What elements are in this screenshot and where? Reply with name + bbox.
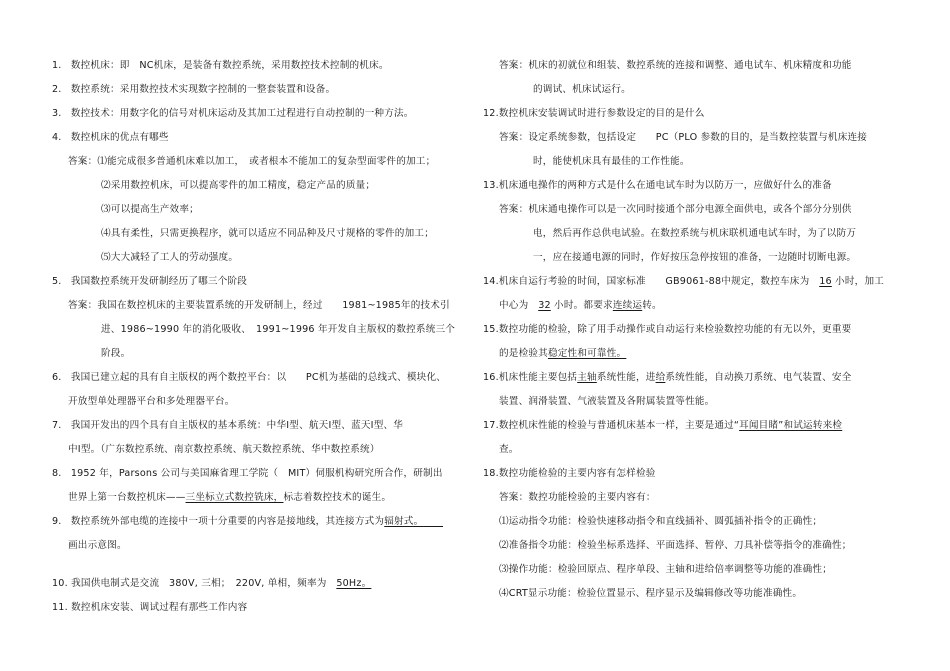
continuation-text: 转。 — [642, 300, 662, 311]
item-text: 我国供电制式是交流 380V, 三相； 220V, 单相，频率为 — [71, 578, 337, 589]
item-number: 1. — [52, 60, 62, 71]
item-text: 数控机床的优点有哪些 — [70, 132, 169, 143]
underlined-answer: 16 — [819, 276, 832, 287]
item-1 — [52, 60, 389, 72]
item-number: 15. — [483, 324, 499, 335]
underlined-answer: 给 — [655, 372, 666, 383]
item-number: 11. — [52, 602, 68, 613]
item-text: 系统性能，进 — [596, 372, 656, 383]
item-continuation: 画出示意图。 — [68, 540, 127, 551]
answer-line: ⑸大大减轻了工人的劳动强度。 — [101, 252, 239, 263]
item-continuation: 中Ⅰ型。（广东数控系统、南京数控系统、航天数控系统、华中数控系统） — [68, 444, 380, 455]
answer-line: ⑴运动指令功能：检验快速移动指令和直线插补、圆弧插补指令的正确性； — [499, 516, 823, 527]
item-number: 7. — [52, 420, 62, 431]
item-text: 数控功能的检验，除了用手动操作或自动运行来检验数控功能的有无以外，更重要 — [498, 324, 852, 335]
answer-line: 一，应在接通电源的同时，作好按压急停按钮的准备，一边随时切断电源。 — [533, 252, 857, 263]
item-3 — [52, 108, 414, 120]
item-text: 数控系统外部电缆的连接中一项十分重要的内容是接地线，其连接方式为 — [70, 516, 385, 527]
answer-label: 答案： — [499, 60, 529, 71]
answer-line: 时，能使机床具有最佳的工作性能。 — [533, 156, 690, 167]
item-15 — [483, 324, 851, 336]
item-13 — [483, 180, 832, 192]
item-number: 14. — [483, 276, 499, 287]
item-number: 12. — [483, 108, 499, 119]
answer-line — [68, 156, 435, 168]
item-continuation: 查。 — [499, 444, 519, 455]
item-text: 数控技术：用数字化的信号对机床运动及其加工过程进行自动控制的一种方法。 — [70, 108, 414, 119]
item-5 — [52, 276, 247, 288]
item-2 — [52, 84, 335, 96]
item-text: 机床自运行考验的时间，国家标准 GB9061-88中规定，数控车床为 — [498, 276, 820, 287]
answer-blank — [423, 516, 443, 527]
continuation-text: 标志着数控技术的诞生。 — [283, 492, 392, 503]
answer-line — [499, 132, 867, 144]
item-text: 小时，加工 — [831, 276, 885, 287]
underlined-answer: 稳定性和可靠性。 — [547, 348, 627, 359]
continuation-text: 的是检验其 — [499, 348, 548, 359]
item-text: 我国开发出的四个具有自主版权的基本系统：中华Ⅰ型、航天Ⅰ型、蓝天Ⅰ型、华 — [70, 420, 404, 431]
underlined-answer: 耳闻目睹”和试运转来检 — [739, 420, 843, 431]
item-number: 17. — [483, 420, 499, 431]
item-number: 2. — [52, 84, 62, 95]
item-number: 5. — [52, 276, 62, 287]
item-8 — [52, 468, 443, 480]
answer-line: 的调试、机床试运行。 — [533, 84, 631, 95]
item-4 — [52, 132, 169, 144]
item-10 — [52, 578, 371, 590]
answer-line: ⑷具有柔性，只需更换程序，就可以适应不同品种及尺寸规格的零件的加工； — [101, 228, 434, 239]
item-number: 3. — [52, 108, 62, 119]
underlined-answer: 三坐标立式数控铣床， — [185, 492, 284, 503]
item-number: 4. — [52, 132, 62, 143]
item-number: 13. — [483, 180, 499, 191]
item-number: 10. — [52, 578, 68, 589]
answer-line: 进、1986~1990 年的消化吸收、 1991~1996 年开发自主版权的数控系统三个 — [101, 324, 456, 335]
item-text: 数控机床性能的检验与普通机床基本一样，主要是通过“ — [498, 420, 740, 431]
underlined-answer: 50Hz。 — [336, 578, 372, 589]
item-number: 8. — [52, 468, 62, 479]
answer-text: ⑴能完成很多普通机床难以加工， 或者根本不能加工的复杂型面零件的加工； — [97, 156, 436, 167]
answer-label: 答案： — [499, 132, 529, 143]
answer-line: ⑵准备指令功能：检验坐标系选择、平面选择、暂停、刀具补偿等指令的准确性； — [499, 540, 852, 551]
answer-line: 阶段。 — [101, 348, 131, 359]
answer-line: ⑶操作功能：检验回原点、程序单段、主轴和进给倍率调整等功能的准确性； — [499, 564, 832, 575]
answer-line — [68, 300, 450, 312]
item-text: 系统性能，自动换刀系统、电气装置、安全 — [665, 372, 852, 383]
answer-line: ⑵采用数控机床，可以提高零件的加工精度，稳定产品的质量； — [101, 180, 376, 191]
answer-text: 我国在数控机床的主要装置系统的开发研制上，经过 1981~1985年的技术引 — [97, 300, 450, 311]
item-text: 机床性能主要包括 — [498, 372, 578, 383]
item-number: 18. — [483, 468, 499, 479]
answer-label: 答案： — [499, 204, 529, 215]
answer-text: 机床的初就位和组装、数控系统的连接和调整、通电试车、机床精度和功能 — [528, 60, 852, 71]
item-continuation — [499, 348, 626, 360]
answer-text: 设定系统参数，包括设定 PC（PLO 参数的目的，是当数控装置与机床连接 — [528, 132, 868, 143]
continuation-text: 中心为 — [499, 300, 539, 311]
item-text: 数控功能检验的主要内容有怎样检验 — [498, 468, 656, 479]
item-text: 数控机床安装、调试过程有那些工作内容 — [71, 602, 248, 613]
answer-line: ⑷CRT显示功能：检验位置显示、程序显示及编辑修改等功能准确性。 — [499, 588, 803, 599]
underlined-answer: 辐射式。 — [384, 516, 424, 527]
item-text: 我国已建立起的具有自主版权的两个数控平台：以 PC机为基础的总线式、模块化、 — [70, 372, 447, 383]
item-text: 数控系统：采用数控技术实现数字控制的一整套装置和设备。 — [70, 84, 336, 95]
item-11 — [52, 602, 247, 614]
item-continuation: 装置、润滑装置、气液装置及各附属装置等性能。 — [499, 396, 715, 407]
item-6 — [52, 372, 446, 384]
answer-line: 电，然后再作总供电试验。在数控系统与机床联机通电试车时，为了以防万 — [533, 228, 857, 239]
answer-line — [499, 204, 852, 216]
answer-line: 答案：数控功能检验的主要内容有： — [499, 492, 656, 503]
continuation-text: 小时。都要求 — [550, 300, 613, 311]
answer-label: 答案： — [68, 156, 98, 167]
item-text: 1952 年，Parsons 公司与美国麻省理工学院（ MIT）伺服机构研究所合作，研制出 — [70, 468, 443, 479]
item-18 — [483, 468, 656, 480]
answer-line: ⑶可以提高生产效率； — [101, 204, 199, 215]
item-text: 数控机床安装调试时进行参数设定的目的是什么 — [498, 108, 705, 119]
underlined-answer: 32 — [538, 300, 551, 311]
answer-text: 机床通电操作可以是一次同时接通个部分电源全面供电，或各个部分分别供 — [528, 204, 852, 215]
item-number: 9. — [52, 516, 62, 527]
item-7 — [52, 420, 403, 432]
item-continuation — [499, 300, 662, 312]
answer-line — [499, 60, 852, 72]
item-text: 我国数控系统开发研制经历了哪三个阶段 — [70, 276, 248, 287]
item-9 — [52, 516, 443, 528]
underlined-answer: 主轴 — [577, 372, 597, 383]
item-continuation: 开放型单处理器平台和多处理器平台。 — [68, 396, 235, 407]
answer-label: 答案： — [68, 300, 98, 311]
item-12 — [483, 108, 705, 120]
underlined-answer: 连续运 — [612, 300, 643, 311]
continuation-text: 世界上第一台数控机床—— — [68, 492, 186, 503]
item-17 — [483, 420, 842, 432]
item-14 — [483, 276, 884, 288]
item-text: 机床通电操作的两种方式是什么在通电试车时为以防万一，应做好什么的准备 — [498, 180, 832, 191]
item-continuation — [68, 492, 391, 504]
item-text: 数控机床：即 NC机床，是装备有数控系统，采用数控技术控制的机床。 — [70, 60, 389, 71]
item-number: 6. — [52, 372, 62, 383]
item-16 — [483, 372, 851, 384]
item-number: 16. — [483, 372, 499, 383]
